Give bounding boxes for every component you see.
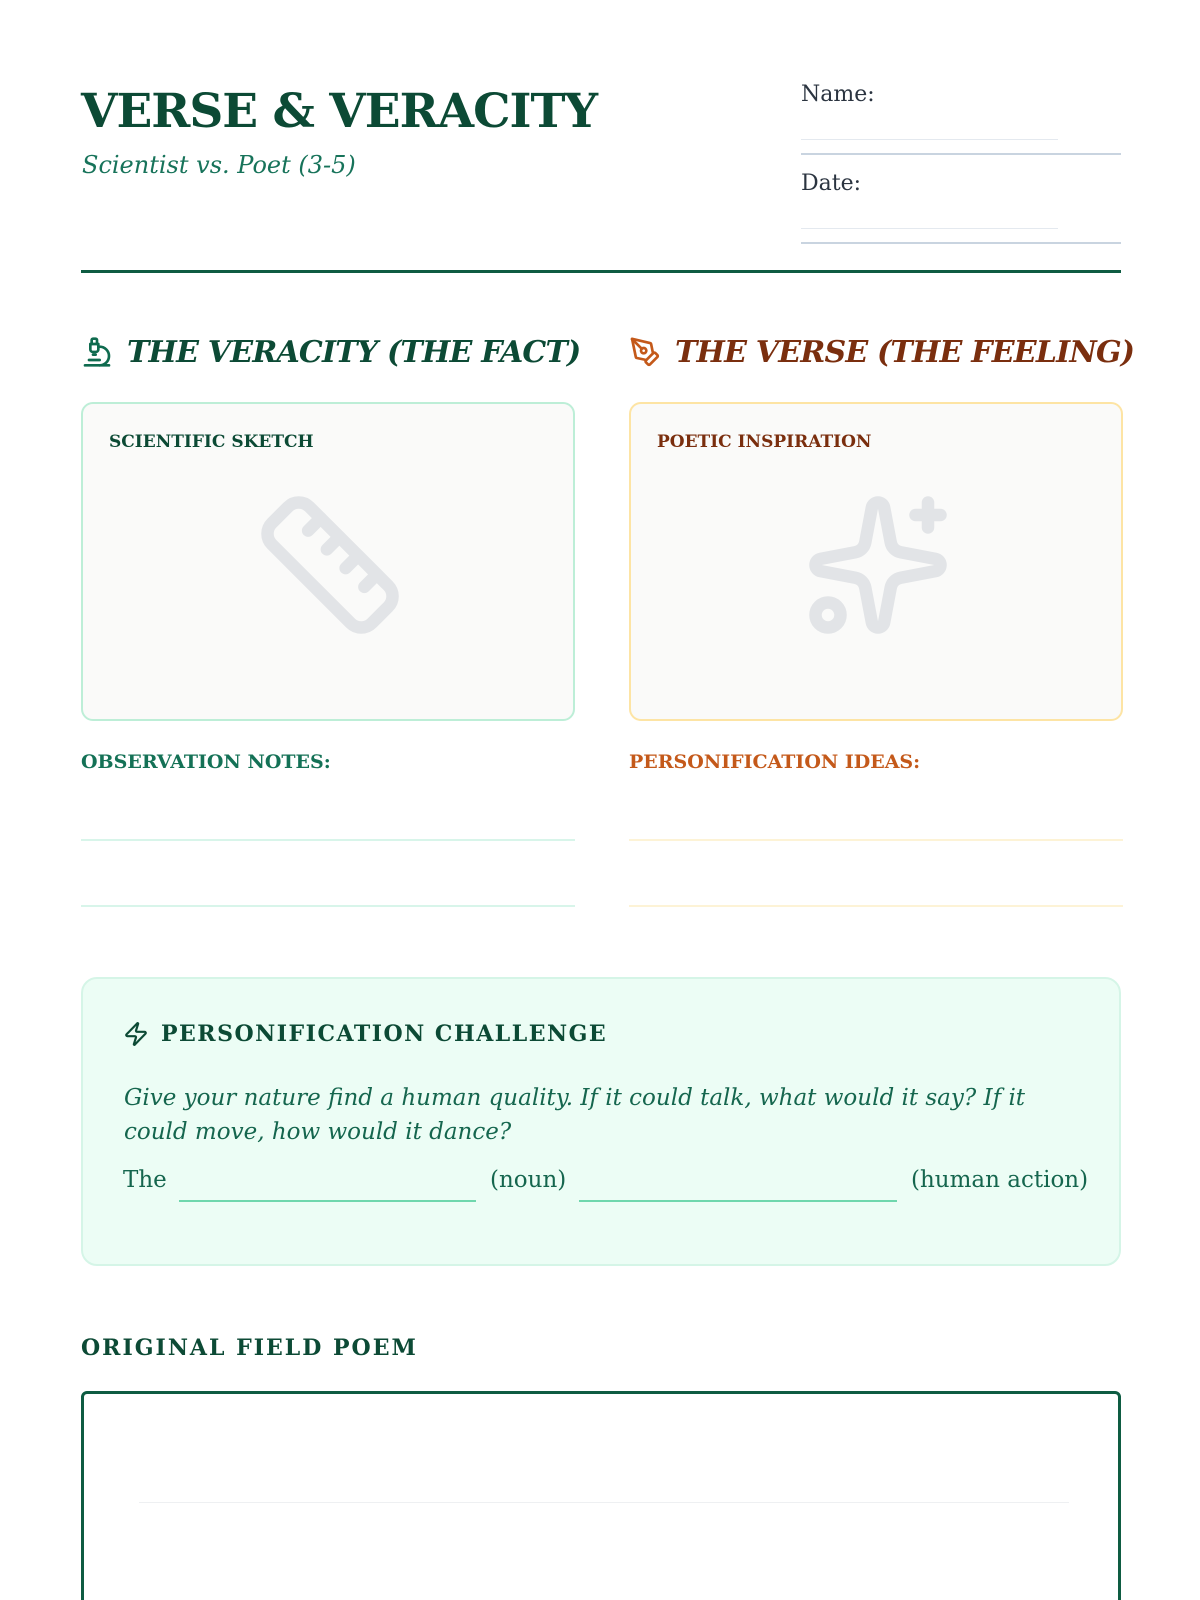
verse-heading <box>629 332 1134 372</box>
poetic-inspiration-label: POETIC INSPIRATION <box>657 432 872 452</box>
poem-writing-area[interactable] <box>81 1391 1121 1600</box>
personification-note-line[interactable] <box>629 839 1123 841</box>
challenge-title: PERSONIFICATION CHALLENGE <box>161 1021 608 1047</box>
observation-note-line[interactable] <box>81 839 575 841</box>
scientific-sketch-label: SCIENTIFIC SKETCH <box>109 432 314 452</box>
personification-ideas-label: PERSONIFICATION IDEAS: <box>629 751 921 773</box>
poem-line <box>139 1502 1069 1503</box>
fill-word-action: (human action) <box>911 1167 1089 1193</box>
zap-icon <box>123 1021 149 1047</box>
challenge-prompt: Give your nature find a human quality. If it could talk, what would it say? If it could move, how would it dance? <box>124 1085 1026 1145</box>
date-label: Date: <box>801 171 862 196</box>
challenge-heading <box>123 1021 607 1047</box>
verse-heading-label: THE VERSE (THE FEELING) <box>675 334 1135 370</box>
observation-notes-label: OBSERVATION NOTES: <box>81 751 331 773</box>
personification-note-line[interactable] <box>629 905 1123 907</box>
worksheet-subtitle: Scientist vs. Poet (3-5) <box>82 151 356 179</box>
observation-note-line[interactable] <box>81 905 575 907</box>
sparkles-icon <box>803 490 953 640</box>
worksheet-title: VERSE & VERACITY <box>81 84 598 139</box>
poetic-inspiration-area[interactable] <box>629 402 1123 721</box>
veracity-heading-label: THE VERACITY (THE FACT) <box>127 334 581 370</box>
personification-challenge-box <box>81 977 1121 1266</box>
fill-word-the: The <box>123 1167 167 1193</box>
human-action-blank[interactable] <box>579 1200 897 1202</box>
microscope-icon <box>81 336 113 368</box>
scientific-sketch-area[interactable] <box>81 402 575 721</box>
original-poem-label: ORIGINAL FIELD POEM <box>81 1335 418 1361</box>
fill-word-noun: (noun) <box>490 1167 567 1193</box>
name-label: Name: <box>801 82 875 107</box>
veracity-heading <box>81 332 580 372</box>
pen-tool-icon <box>629 336 661 368</box>
ruler-icon <box>255 490 405 640</box>
noun-blank[interactable] <box>179 1200 476 1202</box>
header-divider <box>81 270 1121 273</box>
